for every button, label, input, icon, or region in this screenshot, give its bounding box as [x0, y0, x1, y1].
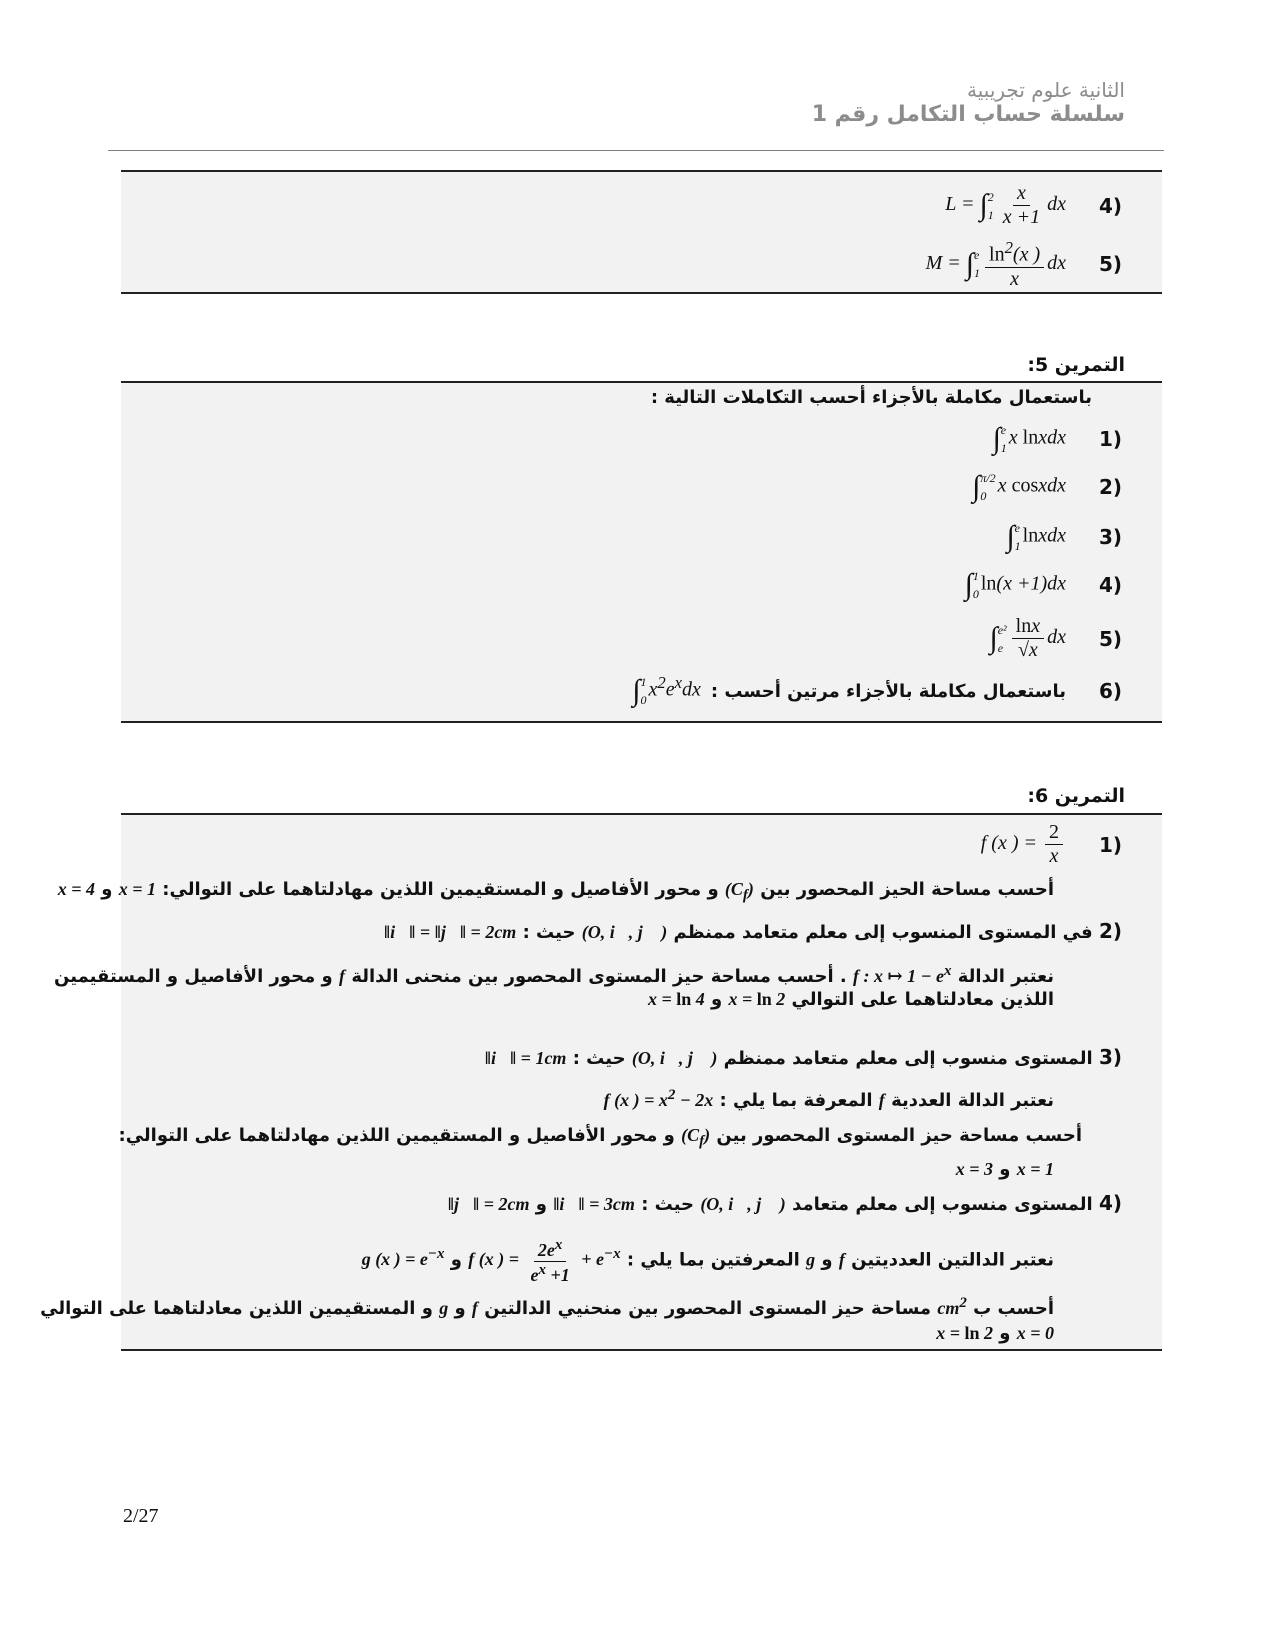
exercise-continuation-box [121, 170, 1162, 294]
question-2: (2 في المستوى المنسوب إلى معلم متعامد ممنظم (O, i⃗, j⃗ ) حيث : ‖i⃗‖ = ‖j⃗‖ = 2cm [383, 919, 1122, 943]
question-1: (1 f (x ) = $\frac{2}{x}$ [980, 821, 1122, 867]
question-4-text: أحسب ب $cm^2$ مساحة حيز المستوى المحصور بين منحنيي الدالتين f و g و المستقيمين اللذين معادلتاهما على التوالي [40, 1295, 1054, 1319]
level-label: الثانية علوم تجريبية [967, 78, 1125, 102]
list-item: (6 باستعمال مكاملة بالأجزاء مرتين أحسب : ∫ 1 0 $x^2e^xdx$ [632, 673, 1122, 708]
question-4-bounds: x = 0 و x = ln 2 [936, 1323, 1054, 1344]
list-item: (1 ∫ e 1 x lnxdx [992, 422, 1122, 455]
series-title: سلسلة حساب التكامل رقم 1 [811, 102, 1125, 127]
question-4: (4 المستوى منسوب إلى معلم متعامد (O, i⃗, j⃗ ) حيث : ‖i⃗‖ = 3cm و ‖j⃗‖ = 2cm [447, 1191, 1122, 1215]
list-item: (3 ∫ e 1 lnxdx [1006, 520, 1122, 553]
question-1-text: أحسب مساحة الحيز المحصور بين $(C_f)$ و محور الأفاصيل و المستقيمين اللذين مهادلتاهما على التوالي: x = 1 و x = 4 [57, 879, 1054, 904]
header-divider [108, 150, 1164, 151]
list-item: (4 L = ∫ 2 1 $\frac{x}{x +1}$ dx [945, 182, 1122, 228]
exercise-5-title: التمرين 5: [1027, 354, 1125, 376]
question-3-bounds: x = 1 و x = 3 [955, 1159, 1054, 1180]
integral-M: M = ∫ e 1 $\frac{\ln^2(x )}{x}$ dx [925, 238, 1066, 290]
list-item: (2 ∫ π/2 0 x cosxdx [972, 470, 1122, 503]
question-2-bounds: اللذين معادلتاهما على التوالي x = ln 2 و x = ln 4 [647, 989, 1054, 1010]
question-3-function: نعتبر الدالة العددية f المعرفة بما يلي : f (x ) = $x^2 - 2x$ [603, 1087, 1054, 1111]
question-4-functions: نعتبر الدالتين العدديتين f و g المعرفتين بما يلي : f (x ) = $\frac{2e^x}{e^x +1}$ + $e^{-x}$ و g (x ) = $e^{-x}$ [361, 1237, 1054, 1285]
question-3-text: أحسب مساحة حيز المستوى المحصور بين $(C_f)$ و محور الأفاصيل و المستقيمين اللذين مهادلتاهما على التوالي: [118, 1125, 1082, 1150]
exercise-5-intro: باستعمال مكاملة بالأجزاء أحسب التكاملات التالية : [650, 387, 1092, 408]
exercise-6-box [40, 813, 1162, 1351]
list-item: (5 M = ∫ e 1 $\frac{\ln^2(x )}{x}$ dx [925, 238, 1122, 290]
question-2-text: نعتبر الدالة f : x ↦ $1 - e^x$ . أحسب مساحة حيز المستوى المحصور بين منحنى الدالة f و محور الأفاصيل و المستقيمين [54, 963, 1054, 987]
header [812, 78, 1125, 127]
exercise-5-box [121, 381, 1162, 723]
list-item: (5 ∫ e² e $\frac{\ln x}{√x}$ dx [989, 615, 1122, 661]
page-number: 2/27 [123, 1505, 159, 1527]
question-3: (3 المستوى منسوب إلى معلم متعامد ممنظم (O, i⃗, j⃗ ) حيث : ‖i⃗‖ = 1cm [484, 1045, 1122, 1069]
exercise-6-title: التمرين 6: [1027, 785, 1125, 807]
integral-L: L = ∫ 2 1 $\frac{x}{x +1}$ dx [945, 182, 1066, 228]
list-item: (4 ∫ 1 0 ln(x +1)dx [964, 568, 1122, 601]
